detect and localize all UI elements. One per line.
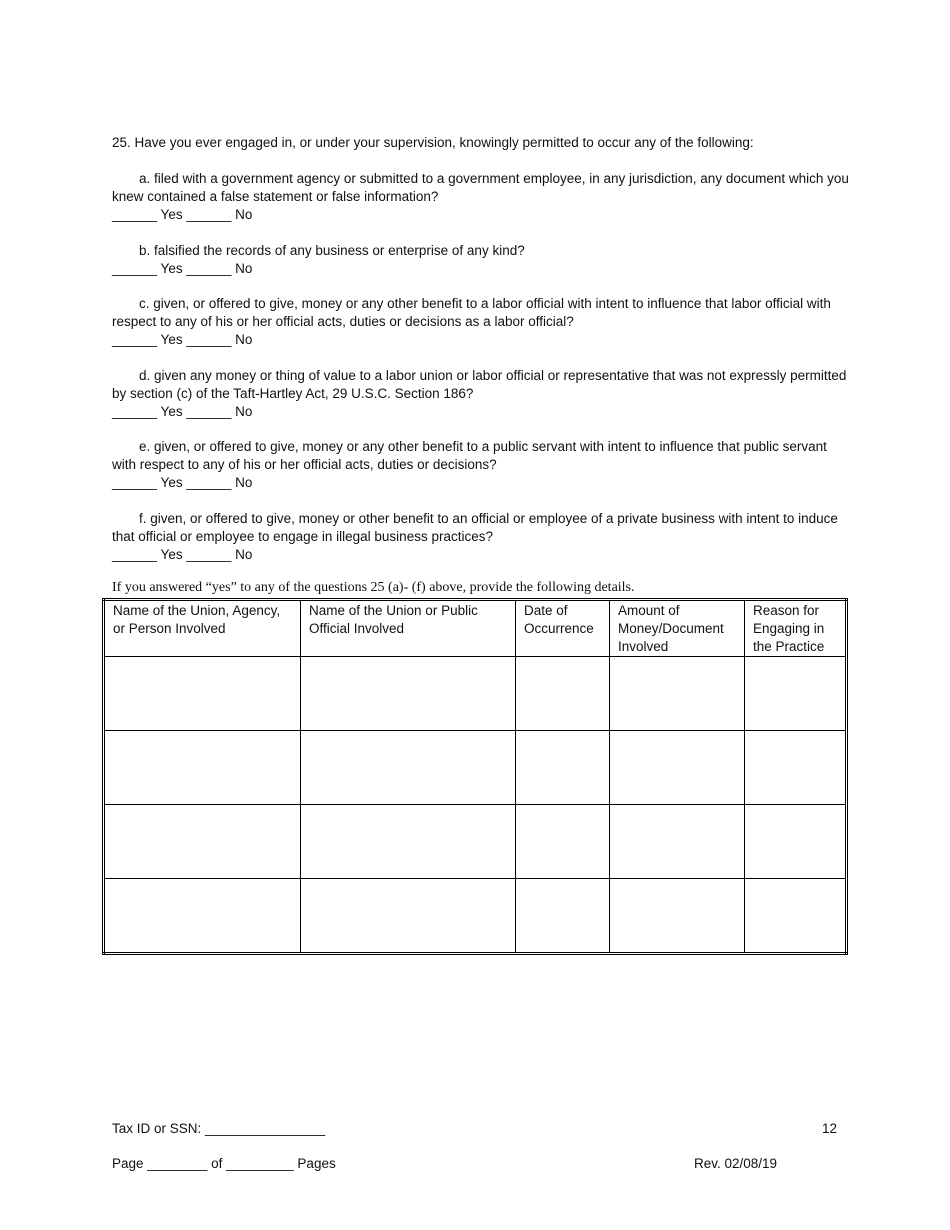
table-header-row xyxy=(104,600,847,657)
table-cell[interactable] xyxy=(745,805,847,879)
column-header: Date of Occurrence xyxy=(516,600,610,657)
table-row xyxy=(104,731,847,805)
tax-id-field[interactable]: Tax ID or SSN: ________________ xyxy=(112,1121,326,1136)
question-item-d-text: d. given any money or thing of value to a labor union or labor official or representative that was not expressly permitted by section (c) of the Taft-Hartley Act, 29 U.S.C. Section 186? xyxy=(112,368,847,401)
table-cell[interactable] xyxy=(301,805,516,879)
details-instruction: If you answered “yes” to any of the questions 25 (a)- (f) above, provide the following details. xyxy=(112,580,635,595)
question-item-c-text: c. given, or offered to give, money or any other benefit to a labor official with intent to influence that labor official with respect to any of his or her official acts, duties or decisions as a labor official? xyxy=(112,296,831,329)
revision-date: Rev. 02/08/19 xyxy=(694,1156,778,1171)
page-count-field[interactable]: Page ________ of _________ Pages xyxy=(112,1156,336,1171)
table-cell[interactable] xyxy=(301,879,516,954)
table-cell[interactable] xyxy=(516,657,610,731)
question-item-b-text: b. falsified the records of any business or enterprise of any kind? xyxy=(139,243,525,258)
yes-no-answer-line[interactable]: ______ Yes ______ No xyxy=(112,332,253,347)
question-item-d xyxy=(112,367,852,421)
table-cell[interactable] xyxy=(610,731,745,805)
column-header: Amount of Money/Document Involved xyxy=(610,600,745,657)
table-cell[interactable] xyxy=(104,657,301,731)
question-item-b xyxy=(112,242,852,278)
table-cell[interactable] xyxy=(516,731,610,805)
table-cell[interactable] xyxy=(516,879,610,954)
question-item-e-text: e. given, or offered to give, money or any other benefit to a public servant with intent to influence that public servant with respect to any of his or her official acts, duties or decisions? xyxy=(112,439,827,472)
table-row xyxy=(104,805,847,879)
table-cell[interactable] xyxy=(104,805,301,879)
question-item-a xyxy=(112,170,852,224)
table-cell[interactable] xyxy=(745,879,847,954)
yes-no-answer-line[interactable]: ______ Yes ______ No xyxy=(112,261,253,276)
table-cell[interactable] xyxy=(301,731,516,805)
page-number: 12 xyxy=(822,1121,838,1136)
yes-no-answer-line[interactable]: ______ Yes ______ No xyxy=(112,207,253,222)
question-25-prompt: 25. Have you ever engaged in, or under your supervision, knowingly permitted to occur any of the following: xyxy=(112,135,754,150)
column-header: Name of the Union or Public Official Involved xyxy=(301,600,516,657)
table-cell[interactable] xyxy=(745,657,847,731)
yes-no-answer-line[interactable]: ______ Yes ______ No xyxy=(112,547,253,562)
column-header: Reason for Engaging in the Practice xyxy=(745,600,847,657)
table-cell[interactable] xyxy=(745,731,847,805)
question-item-a-text: a. filed with a government agency or submitted to a government employee, in any jurisdiction, any document which you knew contained a false statement or false information? xyxy=(112,171,849,204)
table-cell[interactable] xyxy=(610,879,745,954)
question-item-f-text: f. given, or offered to give, money or other benefit to an official or employee of a private business with intent to induce that official or employee to engage in illegal business practices? xyxy=(112,511,838,544)
details-table xyxy=(102,598,848,955)
question-item-c xyxy=(112,295,852,349)
yes-no-answer-line[interactable]: ______ Yes ______ No xyxy=(112,475,253,490)
table-cell[interactable] xyxy=(516,805,610,879)
table-cell[interactable] xyxy=(301,657,516,731)
table-row xyxy=(104,657,847,731)
question-item-f xyxy=(112,510,852,564)
column-header: Name of the Union, Agency, or Person Involved xyxy=(104,600,301,657)
yes-no-answer-line[interactable]: ______ Yes ______ No xyxy=(112,404,253,419)
table-cell[interactable] xyxy=(610,805,745,879)
table-cell[interactable] xyxy=(104,879,301,954)
table-row xyxy=(104,879,847,954)
question-item-e xyxy=(112,438,852,492)
table-cell[interactable] xyxy=(610,657,745,731)
table-cell[interactable] xyxy=(104,731,301,805)
